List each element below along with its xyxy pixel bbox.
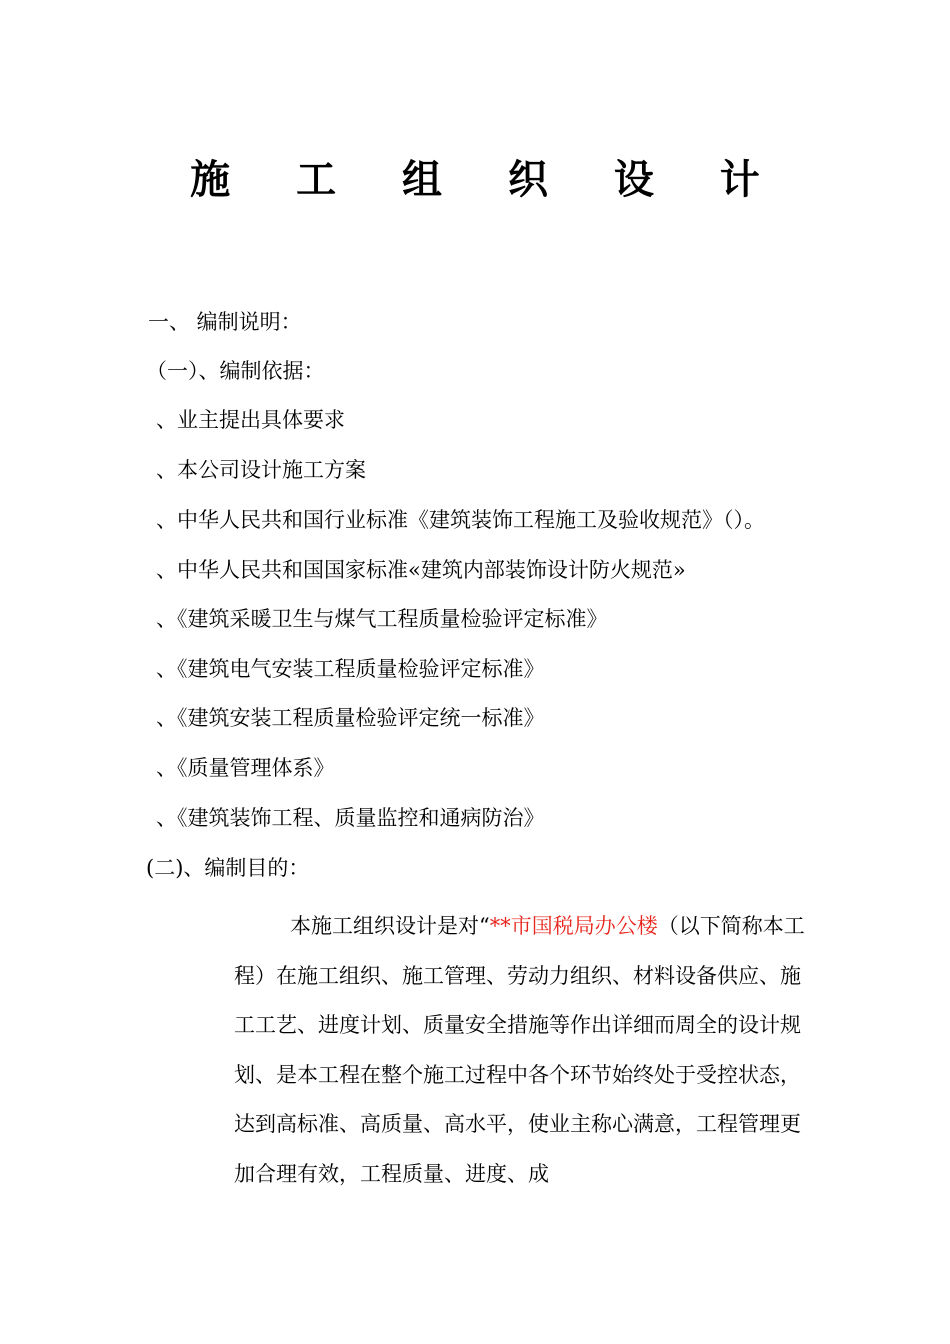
basis-item: 、中华人民共和国行业标准《建筑装饰工程施工及验收规范》（）。 (156, 508, 765, 532)
basis-item: 、《建筑采暖卫生与煤气工程质量检验评定标准》 (156, 607, 608, 631)
document-title: 施 工 组 织 设 计 (190, 156, 786, 203)
purpose-rest: （以下简称本工程）在施工组织、施工管理、劳动力组织、材料设备供应、施工工艺、进度计划、质量安全措施等作出详细而周全的设计规划、是本工程在整个施工过程中各个环节始终处于受控状态，达到高标准、高质量、高水平，使业主称心满意，工程管理更加合理有效，工程质量、进度、成 (234, 914, 805, 1186)
basis-item: 、《建筑电气安装工程质量检验评定标准》 (156, 657, 545, 681)
basis-item: 、业主提出具体要求 (156, 408, 345, 432)
basis-item: 、《建筑安装工程质量检验评定统一标准》 (156, 706, 545, 730)
basis-item: 、本公司设计施工方案 (156, 458, 366, 482)
subsection-heading-basis: （一）、编制依据： (146, 359, 325, 383)
subsection-heading-purpose: (二)、编制目的： (146, 856, 310, 880)
basis-item: 、中华人民共和国国家标准«建筑内部装饰设计防火规范» (156, 558, 686, 582)
basis-item: 、《建筑装饰工程、质量监控和通病防治》 (156, 806, 545, 830)
project-name-highlight: **市国税局办公楼 (489, 914, 658, 938)
purpose-paragraph (234, 902, 809, 1199)
section-heading-1: 一、 编制说明： (148, 310, 302, 334)
purpose-lead: 本施工组织设计是对“ (290, 914, 490, 938)
basis-item: 、《质量管理体系》 (156, 756, 335, 780)
